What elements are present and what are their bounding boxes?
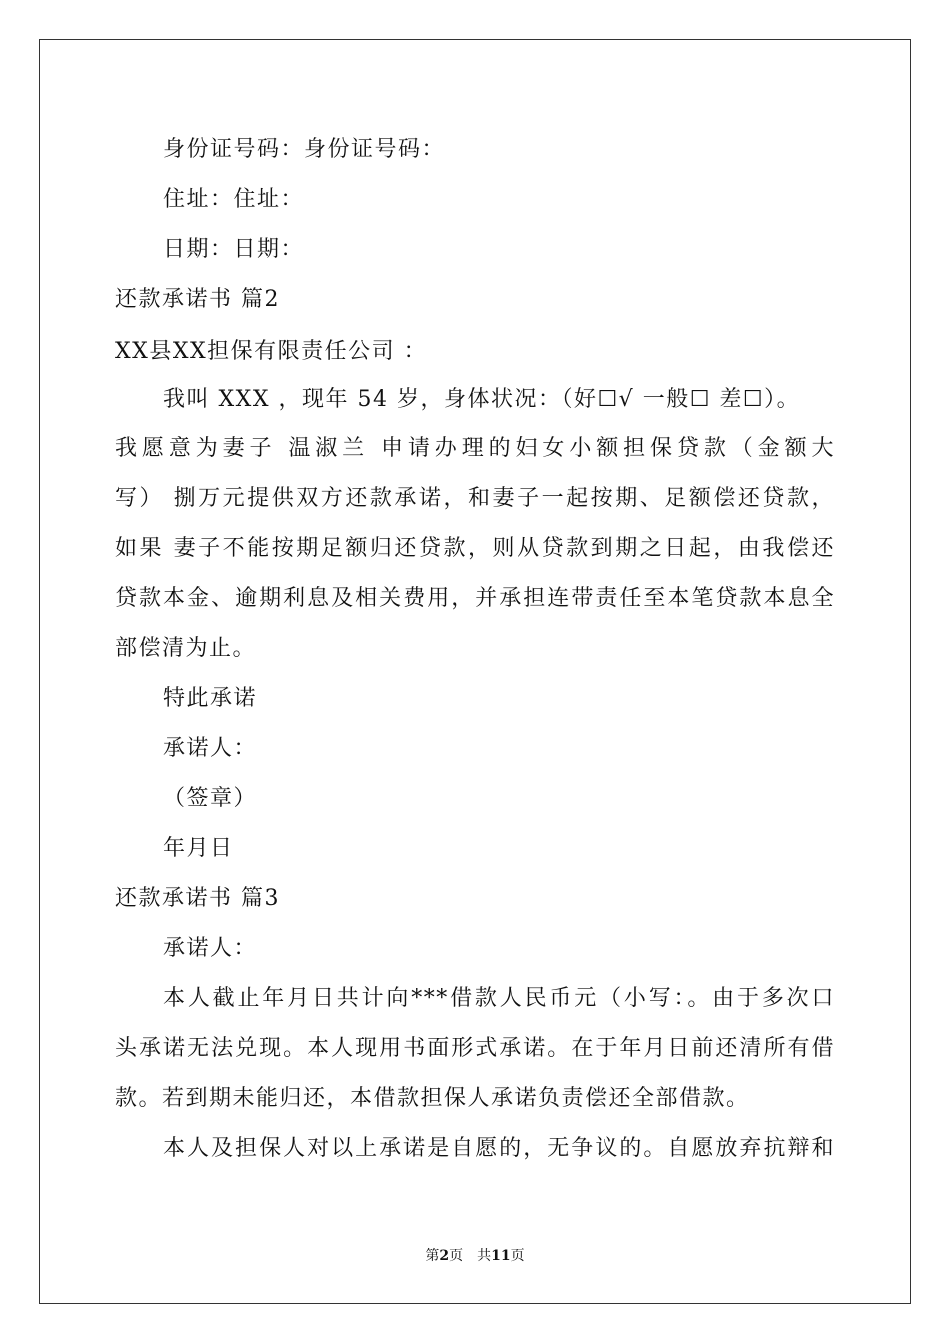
date-line: 日期：日期： [163,237,305,262]
paragraph-line: 本人及担保人对以上承诺是自愿的，无争议的。自愿放弃抗辩和 [163,1136,835,1161]
section-heading-3: 还款承诺书 篇3 [115,886,280,911]
page-footer [0,1247,950,1265]
paragraph-line: 本人截止年月日共计向***借款人民币元（小写：。由于多次口 [163,986,835,1011]
total-pages: 11 [491,1248,511,1264]
page-border [39,39,911,1304]
addressee: XX县XX担保有限责任公司 ： [115,339,428,364]
paragraph-line: 如果 妻子不能按期足额归还贷款，则从贷款到期之日起，由我偿还 [115,536,835,561]
total-suffix: 页 [510,1248,525,1264]
closing-text: 特此承诺 [163,686,258,711]
page-suffix: 页 [449,1248,464,1264]
paragraph-line: 款。若到期未能归还，本借款担保人承诺负责偿还全部借款。 [115,1086,750,1111]
paragraph-line: 我叫 XXX ，现年 54 岁，身体状况：（好☐√ 一般☐ 差☐）。 [163,387,801,412]
paragraph-line: 贷款本金、逾期利息及相关费用，并承担连带责任至本笔贷款本息全 [115,586,835,611]
section-heading-2: 还款承诺书 篇2 [115,287,280,312]
paragraph-line: 部偿清为止。 [115,636,257,661]
signatory-label: 承诺人： [163,736,258,761]
page-number: 2 [439,1248,450,1264]
paragraph-line: 我愿意为妻子 温淑兰 申请办理的妇女小额担保贷款（金额大 [115,436,835,461]
seal-label: （签章） [163,786,258,811]
paragraph-line: 写） 捌万元提供双方还款承诺，和妻子一起按期、足额偿还贷款， [115,486,835,511]
id-number-line: 身份证号码：身份证号码： [163,137,446,162]
page-prefix: 第 [425,1248,440,1264]
total-prefix: 共 [477,1248,492,1264]
address-line: 住址：住址： [163,187,305,212]
date-label: 年月日 [163,836,234,861]
paragraph-line: 头承诺无法兑现。本人现用书面形式承诺。在于年月日前还清所有借 [115,1036,835,1061]
signatory-label: 承诺人： [163,936,258,961]
